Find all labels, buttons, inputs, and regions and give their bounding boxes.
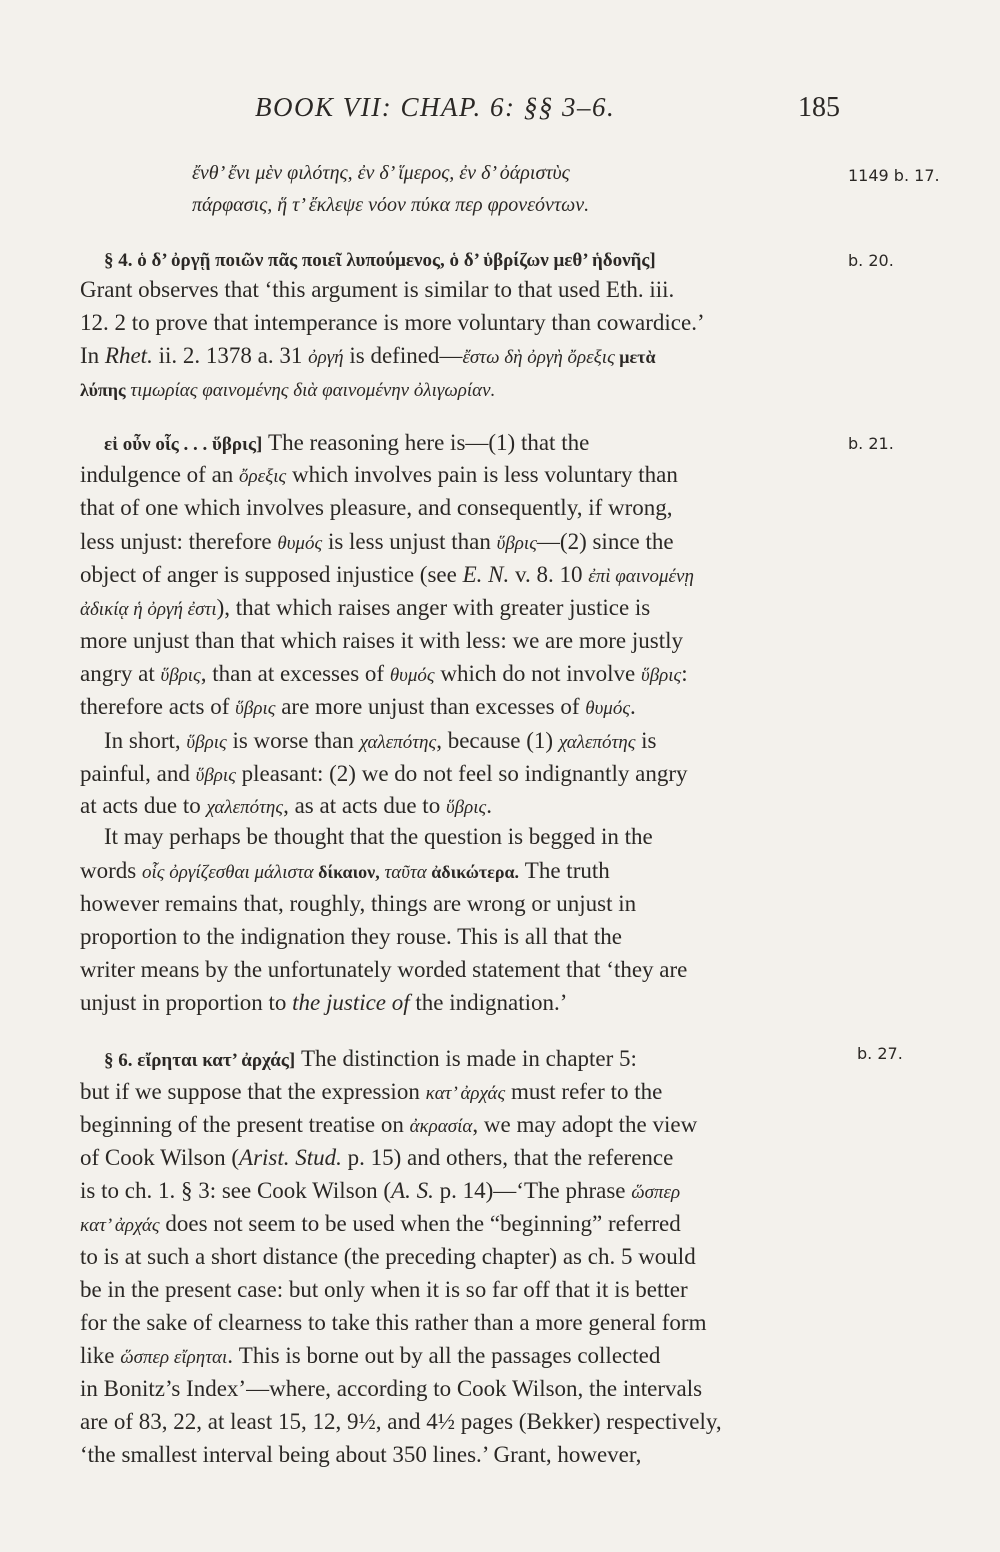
text-line: [80, 374, 495, 406]
greek-term: μετὰ: [614, 347, 656, 367]
running-head: BOOK VII: CHAP. 6: §§ 3–6.: [255, 92, 616, 122]
greek-term: χαλεπότης: [206, 797, 284, 818]
greek-term: ἀδικίᾳ ἡ ὀργή ἐστι: [80, 599, 217, 620]
text-span: The reasoning here is—(1) that the: [262, 430, 590, 455]
text-span: In: [80, 343, 105, 368]
text-span: words: [80, 858, 142, 883]
text-span: is less unjust than: [322, 529, 497, 554]
text-line: [80, 856, 610, 888]
text-line: [80, 460, 678, 492]
greek-term: ὥσπερ εἴρηται: [120, 1347, 228, 1368]
lemma: εἰ οὖν οἷς . . . ὕβρις]: [104, 434, 263, 455]
text-span: are more unjust than excesses of: [275, 694, 586, 719]
greek-term: κατ’ ἀρχάς: [80, 1215, 160, 1236]
text-line: [80, 1143, 673, 1173]
greek-term: οἷς ὀργίζεσθαι μάλιστα: [141, 862, 314, 883]
text-span: at acts due to: [80, 793, 207, 818]
greek-term: ὕβρις: [160, 665, 201, 686]
text-line: [80, 988, 567, 1018]
text-span: is worse than: [226, 728, 360, 753]
greek-term: χαλεπότης: [359, 732, 437, 753]
text-span: E. N.: [462, 562, 510, 587]
quote-line: πάρφασις, ἥ τ’ ἔκλεψε νόον πύκα περ φρονεόντων.: [192, 194, 590, 216]
text-span: which do not involve: [434, 661, 641, 686]
text-line: [80, 1209, 681, 1241]
greek-term: ἀκρασία: [409, 1116, 473, 1137]
text-line: [104, 428, 589, 460]
greek-term: λύπης: [80, 380, 126, 400]
margin-reference: 1149 b. 17.: [848, 166, 940, 185]
greek-term: ὕβρις: [186, 732, 227, 753]
text-line: [80, 1077, 662, 1109]
text-line: [80, 560, 694, 592]
text-span: p. 15) and others, that the reference: [341, 1145, 674, 1170]
text-span: is to ch. 1. § 3: see Cook Wilson (: [80, 1178, 392, 1203]
text-span: :: [681, 661, 688, 686]
text-line: [80, 1176, 680, 1208]
page-header: [80, 92, 840, 132]
text-span: less unjust: therefore: [80, 529, 278, 554]
greek-term: ἐπὶ φαινομένῃ: [588, 566, 694, 587]
text-span: is defined—: [343, 343, 463, 368]
lemma: § 6. εἴρηται κατ’ ἀρχάς]: [104, 1050, 296, 1071]
text-line: [80, 791, 492, 823]
greek-term: ὕβρις: [640, 665, 682, 686]
text-span: .: [630, 694, 636, 719]
text-span: object of anger is supposed injustice (see: [80, 562, 463, 587]
text-line: writer means by the unfortunately worded statement that ‘they are: [80, 957, 688, 982]
greek-term: χαλεπότης: [558, 732, 636, 753]
text-line: proportion to the indignation they rouse. This is all that the: [80, 924, 622, 949]
text-line: [104, 1044, 637, 1076]
text-line: Grant observes that ‘this argument is similar to that used Eth. iii.: [80, 277, 675, 302]
text-span: Rhet.: [104, 343, 153, 368]
text-line: [80, 692, 636, 724]
text-span: ii. 2. 1378 a. 31: [152, 343, 309, 368]
greek-term: ὕβρις: [445, 797, 487, 818]
greek-term: ἀδικώτερα.: [426, 862, 520, 882]
greek-term: ἔστω δὴ ὀργὴ ὄρεξις: [462, 347, 615, 368]
text-span: pleasant: (2) we do not feel so indignantly angry: [235, 761, 688, 786]
text-line: [104, 726, 657, 758]
margin-reference: b. 20.: [848, 251, 894, 270]
text-span: the indignation.’: [409, 990, 568, 1015]
greek-term: θυμός: [277, 533, 323, 554]
margin-reference: b. 27.: [857, 1044, 903, 1063]
text-span: is: [635, 728, 657, 753]
text-span: , as at acts due to: [283, 793, 446, 818]
text-span: the justice of: [292, 990, 410, 1015]
text-span: painful, and: [80, 761, 196, 786]
text-span: of Cook Wilson (: [80, 1145, 240, 1170]
greek-term: ὥσπερ: [631, 1182, 681, 1203]
greek-term: τιμωρίας φαινομένης διὰ φαινομένην ὀλιγωρίαν.: [125, 380, 496, 401]
text-span: p. 14)—‘The phrase: [433, 1178, 632, 1203]
text-span: does not seem to be used when the “beginning” referred: [159, 1211, 681, 1236]
quote-line: ἔνθ’ ἔνι μὲν φιλότης, ἐν δ’ ἵμερος, ἐν δ’ ὀάριστὺς: [192, 162, 570, 184]
page-number: 185: [798, 92, 840, 123]
text-span: v. 8. 10: [509, 562, 589, 587]
greek-term: ὕβρις: [235, 698, 276, 719]
greek-term: δίκαιον,: [313, 862, 380, 882]
text-span: , we may adopt the view: [472, 1112, 698, 1137]
text-span: must refer to the: [505, 1079, 663, 1104]
text-span: —(2) since the: [536, 529, 674, 554]
text-line: that of one which involves pleasure, and consequently, if wrong,: [80, 495, 673, 520]
text-line: 12. 2 to prove that intemperance is more voluntary than cowardice.’: [80, 310, 705, 335]
text-span: therefore acts of: [80, 694, 236, 719]
text-line: [80, 1341, 660, 1373]
text-span: . This is borne out by all the passages collected: [227, 1343, 661, 1368]
text-span: A. S.: [391, 1178, 434, 1203]
text-span: Arist. Stud.: [239, 1145, 342, 1170]
text-span: ), that which raises anger with greater justice is: [216, 595, 651, 620]
text-span: , because (1): [436, 728, 559, 753]
text-line: however remains that, roughly, things are wrong or unjust in: [80, 891, 637, 916]
text-span: unjust in proportion to: [80, 990, 293, 1015]
text-span: The truth: [519, 858, 610, 883]
text-line: ‘the smallest interval being about 350 lines.’ Grant, however,: [80, 1442, 642, 1467]
text-span: In short,: [104, 728, 187, 753]
text-line: to is at such a short distance (the preceding chapter) as ch. 5 would: [80, 1244, 696, 1269]
text-span: .: [486, 793, 492, 818]
text-span: beginning of the present treatise on: [80, 1112, 410, 1137]
greek-term: θυμός: [389, 665, 435, 686]
text-line: [80, 1110, 697, 1142]
greek-term: ταῦτα: [379, 862, 427, 883]
text-line: in Bonitz’s Index’—where, according to Cook Wilson, the intervals: [80, 1376, 703, 1401]
text-span: but if we suppose that the expression: [80, 1079, 426, 1104]
text-line: It may perhaps be thought that the question is begged in the: [104, 824, 653, 849]
text-line: be in the present case: but only when it is so far off that it is better: [80, 1277, 688, 1302]
text-span: like: [80, 1343, 121, 1368]
lemma: § 4. ὁ δ’ ὀργῇ ποιῶν πᾶς ποιεῖ λυπούμενος, ὁ δ’ ὑβρίζων μεθ’ ἡδονῆς]: [104, 250, 656, 271]
text-span: , than at excesses of: [200, 661, 390, 686]
text-span: The distinction is made in chapter 5:: [295, 1046, 637, 1071]
text-span: which involves pain is less voluntary than: [286, 462, 678, 487]
greek-term: ὄρεξις: [239, 466, 287, 487]
greek-term: κατ’ ἀρχάς: [425, 1083, 506, 1104]
greek-term: θυμός: [585, 698, 631, 719]
text-line: [80, 759, 687, 791]
text-line: are of 83, 22, at least 15, 12, 9½, and 4½ pages (Bekker) respectively,: [80, 1409, 722, 1434]
greek-term: ὀργή: [308, 347, 344, 368]
text-line: [80, 341, 656, 373]
text-line: for the sake of clearness to take this rather than a more general form: [80, 1310, 707, 1335]
text-span: indulgence of an: [80, 462, 240, 487]
greek-term: ὕβρις: [195, 765, 236, 786]
section-heading: [104, 244, 656, 276]
text-line: [80, 659, 688, 691]
greek-term: ὕβρις: [496, 533, 537, 554]
text-span: angry at: [80, 661, 161, 686]
text-line: [80, 593, 650, 625]
text-line: [80, 527, 674, 559]
text-line: more unjust than that which raises it with less: we are more justly: [80, 628, 683, 653]
margin-reference: b. 21.: [848, 434, 894, 453]
